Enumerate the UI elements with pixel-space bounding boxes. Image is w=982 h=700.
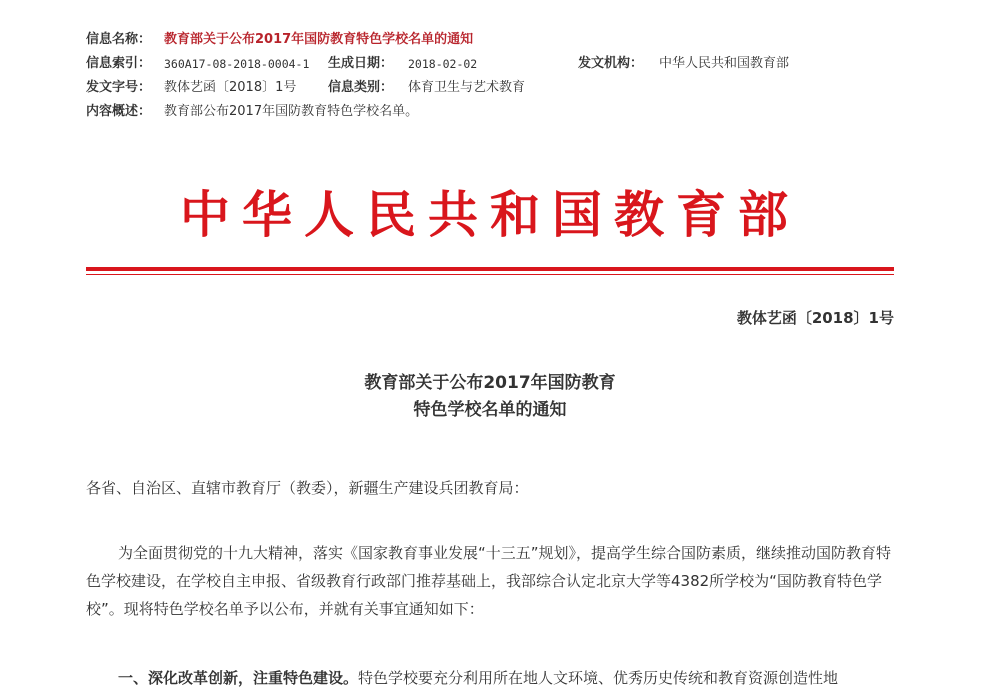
- document-number: 教体艺函〔2018〕1号: [736, 309, 894, 327]
- category-value: 体育卫生与艺术教育: [408, 80, 526, 95]
- document-title: [86, 370, 894, 424]
- date-value: 2018-02-02: [408, 57, 478, 71]
- salutation: 各省、自治区、直辖市教育厅（教委），新疆生产建设兵团教育局：: [86, 479, 529, 497]
- meta-row-summary: [86, 100, 906, 124]
- name-value-link[interactable]: 教育部关于公布2017年国防教育特色学校名单的通知: [164, 32, 474, 47]
- document-metadata: [86, 28, 906, 124]
- docno-value: 教体艺函〔2018〕1号: [164, 80, 297, 95]
- issuer-label: 发文机构：: [578, 56, 644, 71]
- category-label: 信息类别：: [328, 80, 394, 95]
- docno-label: 发文字号：: [86, 80, 152, 95]
- index-label: 信息索引：: [86, 56, 152, 71]
- meta-row-docno: [86, 76, 906, 100]
- issuer-value: 中华人民共和国教育部: [659, 56, 790, 71]
- title-line-2: 特色学校名单的通知: [413, 400, 567, 420]
- masthead-rule-thick: [86, 267, 894, 271]
- index-value: 360A17-08-2018-0004-1: [164, 57, 310, 71]
- section-one-heading: 一、深化改革创新，注重特色建设。: [118, 669, 359, 687]
- masthead-rule-thin: [86, 274, 894, 275]
- date-label: 生成日期：: [328, 56, 394, 71]
- summary-label: 内容概述：: [86, 104, 152, 119]
- section-one-text: 特色学校要充分利用所在地人文环境、优秀历史传统和教育资源创造性地: [358, 669, 839, 687]
- name-label: 信息名称：: [86, 32, 152, 47]
- agency-masthead: 中华人民共和国教育部: [180, 185, 800, 244]
- meta-row-index: [86, 52, 906, 76]
- meta-row-name: [86, 28, 906, 52]
- summary-value: 教育部公布2017年国防教育特色学校名单。: [164, 104, 419, 119]
- intro-paragraph: 为全面贯彻党的十九大精神，落实《国家教育事业发展“十三五”规划》，提高学生综合国防素质，继续推动国防教育特色学校建设，在学校自主申报、省级教育行政部门推荐基础上，我部综合认定北京大学等4382所学校为“国防教育特色学校”。现将特色学校名单予以公布，并就有关事宜通知如下：: [86, 544, 892, 618]
- section-one-paragraph: [86, 664, 896, 692]
- title-line-1: 教育部关于公布2017年国防教育: [364, 373, 616, 393]
